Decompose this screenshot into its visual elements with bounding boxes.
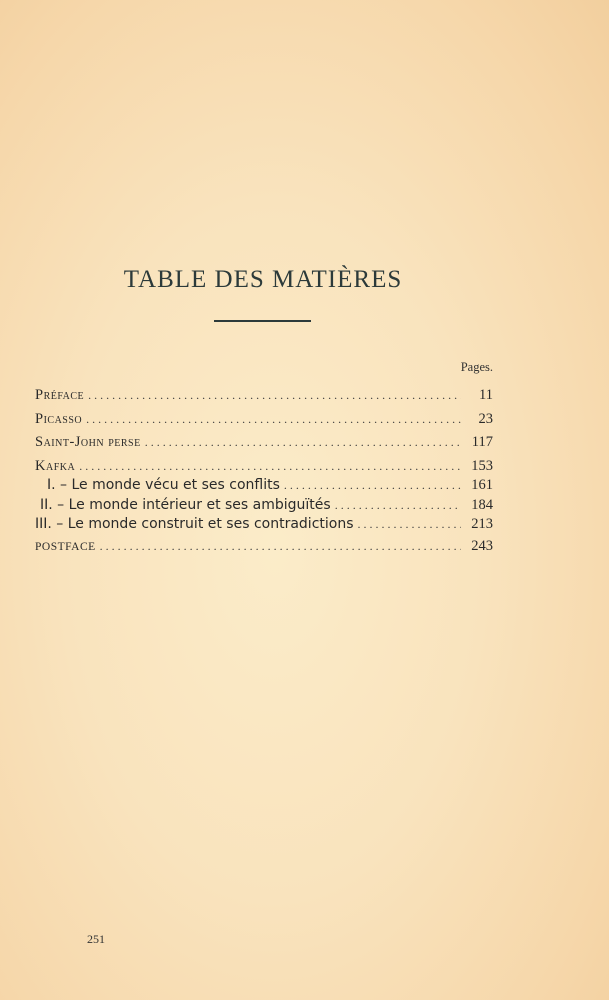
dot-leader [145,435,461,450]
dot-leader [335,498,461,513]
toc-entry-kafka-part-1[interactable] [35,477,493,497]
toc-entry-page: 184 [471,496,493,513]
toc-entry-picasso[interactable] [35,411,493,431]
toc-entry-label: II. – Le monde intérieur et ses ambiguïtés [40,496,331,513]
dot-leader [284,478,461,493]
title-divider [214,320,311,322]
toc-entry-page: 117 [471,434,493,450]
dot-leader [100,539,461,554]
dot-leader [88,388,461,403]
dot-leader [86,412,461,427]
toc-entry-label: Saint-John perse [35,434,141,450]
page-title: TABLE DES MATIÈRES [123,266,403,293]
dot-leader [358,517,461,532]
toc-entry-label: III. – Le monde construit et ses contradictions [35,516,354,532]
toc-entry-kafka-part-2[interactable] [35,497,493,517]
toc-entry-kafka-part-3[interactable] [35,516,493,536]
dot-leader [79,459,461,474]
pages-column-header: Pages. [460,360,493,374]
toc-entry-label: POSTFACE [35,540,96,553]
page-number: 251 [87,932,105,946]
toc-entry-label: I. – Le monde vécu et ses conflits [47,477,280,493]
toc-entry-page: 23 [478,410,493,427]
toc-entry-label: Préface [35,387,85,403]
toc-entry-page: 153 [471,457,493,474]
toc-entry-page: 213 [471,516,493,532]
table-of-contents [35,387,493,557]
toc-entry-page: 243 [471,537,493,554]
toc-entry-page: 161 [471,477,493,493]
toc-entry-saint-john-perse[interactable] [35,434,493,454]
toc-entry-postface[interactable] [35,538,493,558]
toc-entry-label: Kafka [35,457,76,474]
toc-entry-page: 11 [479,387,493,403]
toc-entry-label: Picasso [35,410,83,427]
toc-entry-preface[interactable] [35,387,493,407]
toc-entry-kafka[interactable] [35,458,493,478]
